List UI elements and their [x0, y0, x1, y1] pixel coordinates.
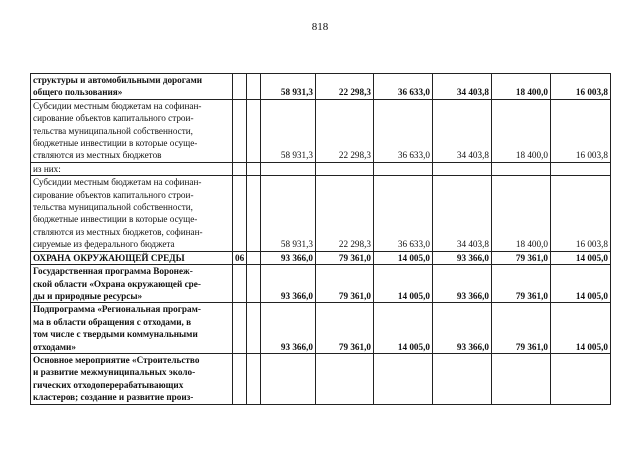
amount-cell: [551, 162, 611, 175]
amount-cell: 14 005,0: [551, 303, 611, 354]
amount-cell: 22 298,3: [316, 74, 374, 100]
section-code-cell: [233, 176, 247, 251]
amount-cell: 79 361,0: [316, 251, 374, 264]
amount-cell: 58 931,3: [261, 176, 316, 251]
section-code-cell: [233, 74, 247, 100]
amount-cell: [316, 353, 374, 404]
row-name-line: из них:: [33, 163, 61, 174]
amount-cell: 18 400,0: [492, 74, 551, 100]
amount-cell: 16 003,8: [551, 176, 611, 251]
row-name-line: Подпрограмма «Региональная програм-: [33, 304, 201, 315]
section-code-cell: [233, 99, 247, 162]
row-name-line: сирование объектов капитального строи-: [33, 189, 194, 200]
amount-cell: 58 931,3: [261, 74, 316, 100]
section-code-cell: [233, 353, 247, 404]
row-name-cell: [31, 353, 233, 404]
row-name-line: ды и природные ресурсы»: [33, 290, 143, 301]
row-name-cell: [31, 74, 233, 100]
amount-cell: 34 403,8: [433, 176, 492, 251]
row-name-cell: [31, 303, 233, 354]
row-name-line: Субсидии местным бюджетам на софинан-: [33, 177, 202, 188]
amount-cell: 93 366,0: [261, 265, 316, 303]
amount-cell: 14 005,0: [374, 303, 433, 354]
row-name-cell: [31, 162, 233, 175]
row-name-line: бюджетные инвестиции в которые осуще-: [33, 214, 198, 225]
budget-table: [30, 73, 611, 405]
table-row: [31, 74, 611, 100]
amount-cell: 14 005,0: [551, 265, 611, 303]
row-name-cell: [31, 251, 233, 264]
row-name-line: сирование объектов капитального строи-: [33, 113, 194, 124]
row-name-line: Основное мероприятие «Строительство: [33, 354, 200, 365]
page-number: 818: [311, 21, 329, 33]
amount-cell: [551, 353, 611, 404]
row-name-line: кластеров; создание и развитие произ-: [33, 392, 194, 403]
amount-cell: [261, 162, 316, 175]
row-name-cell: [31, 99, 233, 162]
subsection-code-cell: [247, 303, 261, 354]
amount-cell: [374, 353, 433, 404]
row-name-line: ской области «Охрана окружающей сре-: [33, 278, 201, 289]
table-row: [31, 303, 611, 354]
table-row: [31, 265, 611, 303]
amount-cell: 18 400,0: [492, 176, 551, 251]
row-name-line: сируемые из федерального бюджета: [33, 239, 175, 250]
amount-cell: 34 403,8: [433, 74, 492, 100]
amount-cell: 93 366,0: [261, 251, 316, 264]
row-name-line: Государственная программа Воронеж-: [33, 266, 193, 277]
subsection-code-cell: [247, 99, 261, 162]
section-code-cell: [233, 265, 247, 303]
row-name-line: структуры и автомобильными дорогами: [33, 75, 203, 85]
amount-cell: 22 298,3: [316, 176, 374, 251]
amount-cell: 22 298,3: [316, 99, 374, 162]
row-name-line: тельства муниципальной собственности,: [33, 125, 193, 136]
row-name-line: гических отходоперерабатывающих: [33, 379, 184, 390]
amount-cell: 18 400,0: [492, 99, 551, 162]
row-name-cell: [31, 176, 233, 251]
table-row: [31, 162, 611, 175]
section-code-cell: [233, 303, 247, 354]
subsection-code-cell: [247, 251, 261, 264]
amount-cell: 79 361,0: [492, 303, 551, 354]
amount-cell: 16 003,8: [551, 99, 611, 162]
amount-cell: 16 003,8: [551, 74, 611, 100]
amount-cell: 93 366,0: [433, 251, 492, 264]
amount-cell: 14 005,0: [374, 265, 433, 303]
amount-cell: [261, 353, 316, 404]
amount-cell: 79 361,0: [492, 265, 551, 303]
row-name-line: ОХРАНА ОКРУЖАЮЩЕЙ СРЕДЫ: [33, 252, 185, 263]
amount-cell: 36 633,0: [374, 176, 433, 251]
section-code-cell: 06: [233, 251, 247, 264]
subsection-code-cell: [247, 265, 261, 303]
row-name-cell: [31, 265, 233, 303]
amount-cell: 36 633,0: [374, 99, 433, 162]
row-name-line: том числе с твердыми коммунальными: [33, 329, 198, 340]
table-row: [31, 99, 611, 162]
amount-cell: [316, 162, 374, 175]
row-name-line: тельства муниципальной собственности,: [33, 202, 193, 213]
row-name-line: Субсидии местным бюджетам на софинан-: [33, 100, 202, 111]
subsection-code-cell: [247, 353, 261, 404]
amount-cell: 93 366,0: [433, 265, 492, 303]
amount-cell: [433, 353, 492, 404]
row-name-line: отходами»: [33, 341, 76, 352]
amount-cell: 14 005,0: [551, 251, 611, 264]
amount-cell: 36 633,0: [374, 74, 433, 100]
amount-cell: 14 005,0: [374, 251, 433, 264]
table-row: [31, 176, 611, 251]
subsection-code-cell: [247, 162, 261, 175]
table-row: [31, 353, 611, 404]
amount-cell: 79 361,0: [316, 303, 374, 354]
row-name-line: и развитие межмуниципальных эколо-: [33, 367, 196, 378]
row-name-line: общего пользования»: [33, 87, 123, 98]
amount-cell: 79 361,0: [492, 251, 551, 264]
row-name-line: бюджетные инвестиции в которые осуще-: [33, 138, 198, 149]
row-name-line: ствляются из местных бюджетов, софинан-: [33, 226, 203, 237]
amount-cell: [492, 353, 551, 404]
subsection-code-cell: [247, 74, 261, 100]
amount-cell: 58 931,3: [261, 99, 316, 162]
amount-cell: [433, 162, 492, 175]
amount-cell: 93 366,0: [261, 303, 316, 354]
amount-cell: 93 366,0: [433, 303, 492, 354]
amount-cell: [374, 162, 433, 175]
subsection-code-cell: [247, 176, 261, 251]
table-row: [31, 251, 611, 264]
row-name-line: ма в области обращения с отходами, в: [33, 316, 192, 327]
section-code-cell: [233, 162, 247, 175]
amount-cell: 79 361,0: [316, 265, 374, 303]
amount-cell: [492, 162, 551, 175]
row-name-line: ствляются из местных бюджетов: [33, 150, 162, 161]
amount-cell: 34 403,8: [433, 99, 492, 162]
